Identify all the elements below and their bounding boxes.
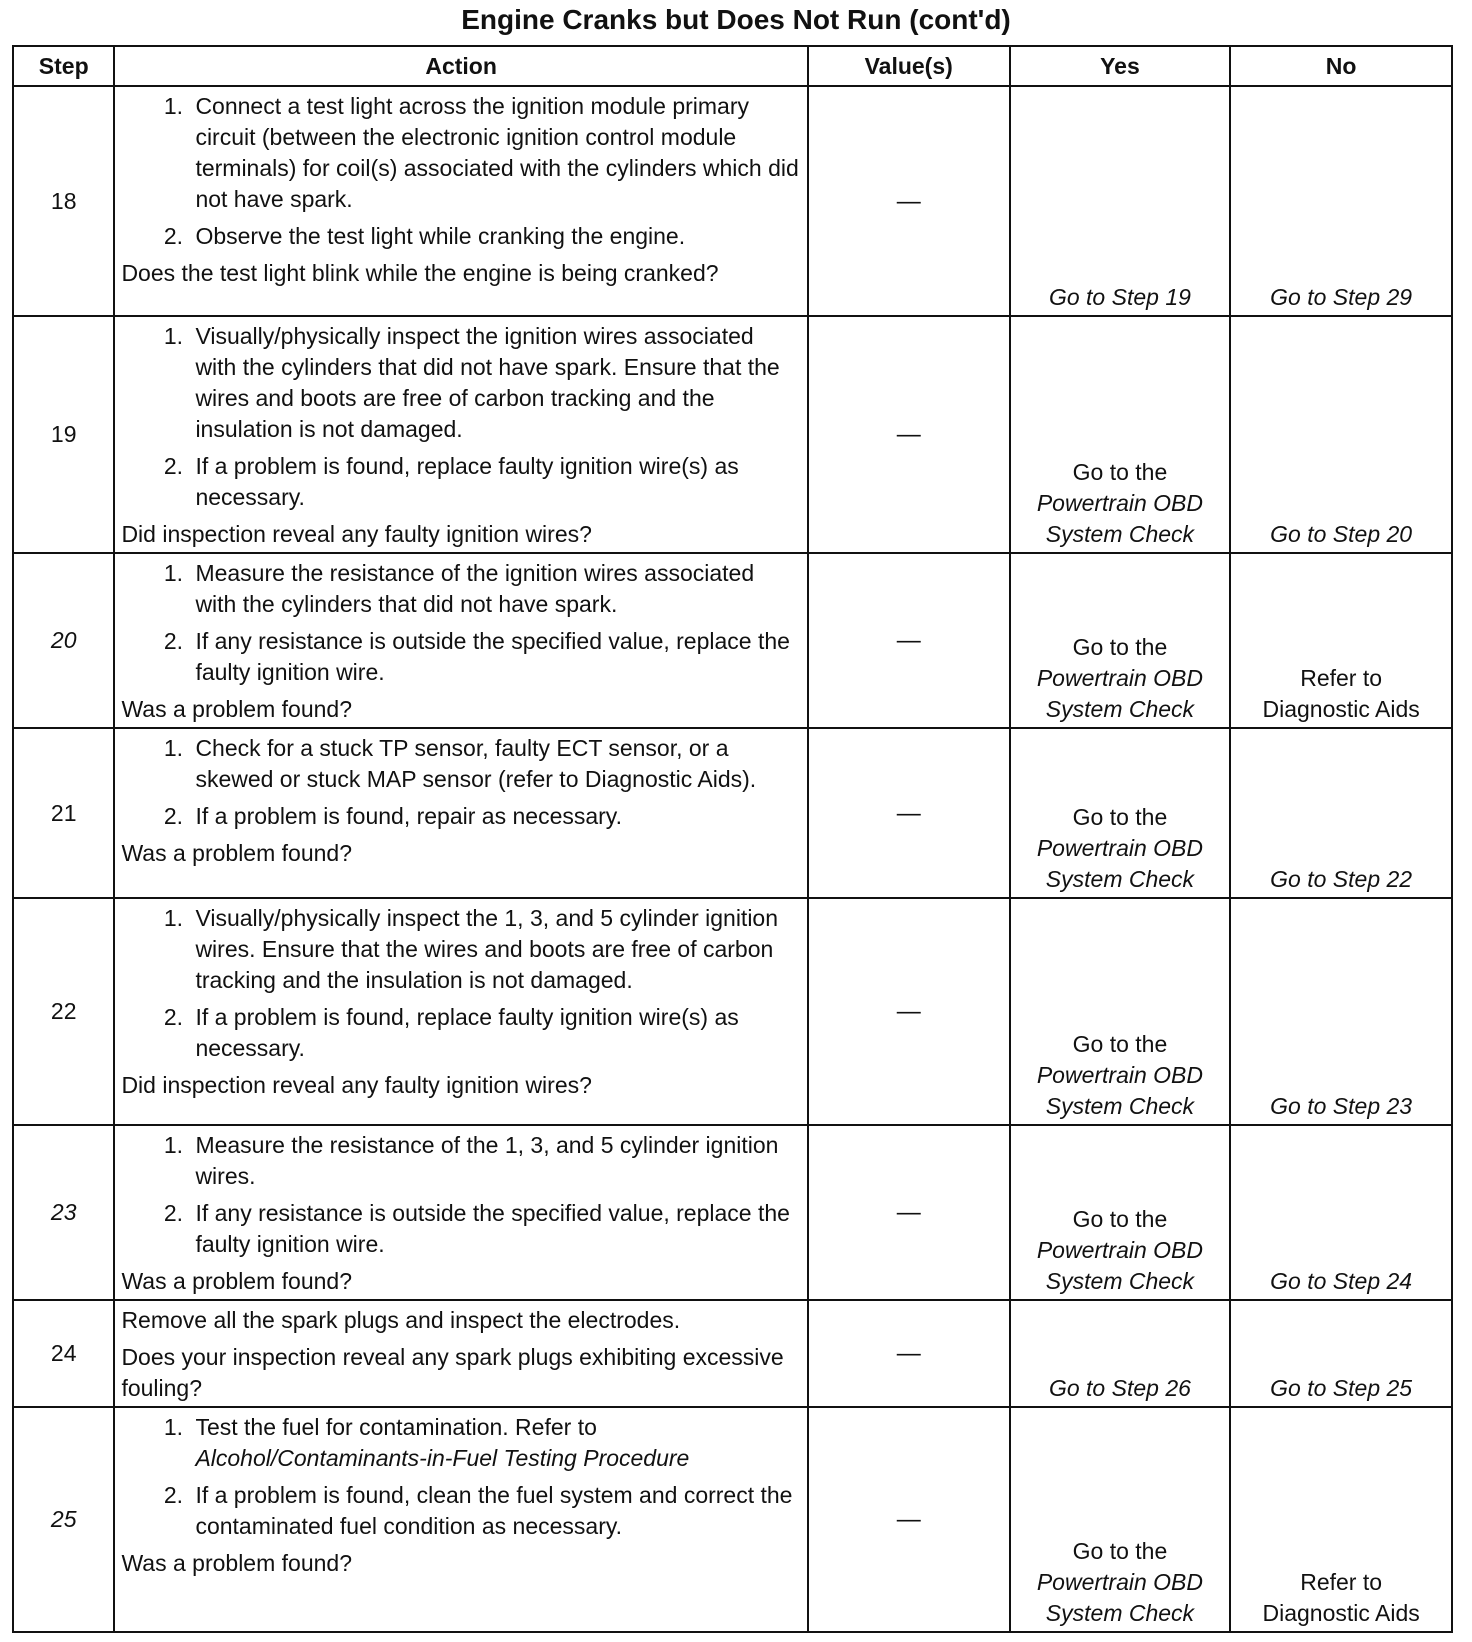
yes-link: System Check [1045, 1093, 1195, 1119]
no-cell [1230, 1125, 1452, 1300]
action-cell [114, 1407, 807, 1632]
yes-link: Powertrain OBD [1036, 665, 1204, 691]
yes-cell [1010, 86, 1231, 316]
action-item: 1. Visually/physically inspect the ignition wires associated with the cylinders that did not have spark. Ensure that the wires and boots are free of carbon tracking and the insulation is not damaged. [189, 321, 798, 445]
step-number: 24 [13, 1300, 114, 1407]
table-row [13, 1125, 1452, 1300]
action-item: 1. Check for a stuck TP sensor, faulty ECT sensor, or a skewed or stuck MAP sensor (refer to Diagnostic Aids). [189, 733, 798, 795]
procedure-reference: Alcohol/Contaminants-in-Fuel Testing Procedure [195, 1445, 690, 1471]
yes-link: Go to Step 19 [1048, 284, 1191, 310]
yes-link: System Check [1045, 1268, 1195, 1294]
yes-link: Powertrain OBD [1036, 1237, 1204, 1263]
yes-link: Powertrain OBD [1036, 835, 1204, 861]
no-link: Go to Step 20 [1270, 521, 1413, 547]
yes-link: Go to Step 26 [1048, 1375, 1191, 1401]
table-row [13, 553, 1452, 728]
action-question: Was a problem found? [121, 696, 352, 722]
action-cell [114, 728, 807, 898]
yes-text: Go to the [1072, 459, 1168, 485]
step-number: 25 [13, 1407, 114, 1632]
no-cell [1230, 728, 1452, 898]
action-item: 1. Measure the resistance of the 1, 3, and 5 cylinder ignition wires. [189, 1130, 798, 1192]
step-number: 20 [13, 553, 114, 728]
header-action: Action [114, 46, 807, 86]
action-cell [114, 1300, 807, 1407]
no-cell [1230, 1407, 1452, 1632]
no-text: Diagnostic Aids [1262, 1600, 1420, 1626]
yes-link: Powertrain OBD [1036, 490, 1204, 516]
yes-cell [1010, 316, 1231, 553]
page-title: Engine Cranks but Does Not Run (cont'd) [461, 4, 1011, 35]
action-item: 2. If any resistance is outside the specified value, replace the faulty ignition wire. [189, 626, 798, 688]
action-item: 1. Connect a test light across the ignition module primary circuit (between the electronic ignition control module terminals) for coil(s) associated with the cylinders which did not have spark. [189, 91, 798, 215]
table-row [13, 316, 1452, 553]
yes-link: System Check [1045, 866, 1195, 892]
no-link: Go to Step 23 [1270, 1093, 1413, 1119]
no-text: Diagnostic Aids [1262, 696, 1420, 722]
value-cell: — [808, 553, 1010, 728]
step-number: 22 [13, 898, 114, 1125]
table-row [13, 1300, 1452, 1407]
action-item: 1. Visually/physically inspect the 1, 3, and 5 cylinder ignition wires. Ensure that the wires and boots are free of carbon tracking and the insulation is not damaged. [189, 903, 798, 996]
yes-cell [1010, 553, 1231, 728]
action-item: 2. If any resistance is outside the specified value, replace the faulty ignition wire. [189, 1198, 798, 1260]
no-link: Go to Step 24 [1270, 1268, 1413, 1294]
no-cell [1230, 316, 1452, 553]
yes-cell [1010, 898, 1231, 1125]
action-question: Was a problem found? [121, 1550, 352, 1576]
header-step: Step [13, 46, 114, 86]
value-cell: — [808, 86, 1010, 316]
action-cell [114, 898, 807, 1125]
yes-cell [1010, 1407, 1231, 1632]
no-cell [1230, 553, 1452, 728]
action-list [121, 1130, 798, 1260]
yes-cell [1010, 728, 1231, 898]
action-item [189, 1412, 798, 1474]
value-cell: — [808, 898, 1010, 1125]
action-item-text: Test the fuel for contamination. Refer to [195, 1414, 597, 1440]
action-list [121, 1412, 798, 1542]
yes-text: Go to the [1072, 634, 1168, 660]
action-question: Was a problem found? [121, 1268, 352, 1294]
value-cell: — [808, 316, 1010, 553]
yes-text: Go to the [1072, 1031, 1168, 1057]
action-text: Remove all the spark plugs and inspect the electrodes. [121, 1307, 681, 1333]
yes-link: System Check [1045, 521, 1195, 547]
action-list [121, 91, 798, 252]
action-item: 2. Observe the test light while cranking the engine. [189, 221, 798, 252]
action-list [121, 321, 798, 513]
value-cell: — [808, 1407, 1010, 1632]
action-item: 1. Measure the resistance of the ignition wires associated with the cylinders that did not have spark. [189, 558, 798, 620]
action-list [121, 733, 798, 832]
action-cell [114, 553, 807, 728]
table-row [13, 1407, 1452, 1632]
value-cell: — [808, 1300, 1010, 1407]
no-link: Go to Step 25 [1270, 1375, 1413, 1401]
diagnostic-table-container [12, 45, 1453, 1633]
header-no: No [1230, 46, 1452, 86]
action-cell [114, 316, 807, 553]
action-cell [114, 86, 807, 316]
action-cell [114, 1125, 807, 1300]
action-item: 2. If a problem is found, replace faulty ignition wire(s) as necessary. [189, 451, 798, 513]
yes-link: Powertrain OBD [1036, 1569, 1204, 1595]
step-number: 21 [13, 728, 114, 898]
step-number: 18 [13, 86, 114, 316]
diagnostic-table [12, 45, 1453, 1633]
no-text: Refer to [1300, 1569, 1383, 1595]
header-yes: Yes [1010, 46, 1231, 86]
action-question: Did inspection reveal any faulty ignition wires? [121, 521, 592, 547]
action-question: Did inspection reveal any faulty ignition wires? [121, 1072, 592, 1098]
action-list [121, 903, 798, 1064]
no-cell [1230, 898, 1452, 1125]
action-question: Does the test light blink while the engine is being cranked? [121, 260, 719, 286]
no-text: Refer to [1300, 665, 1383, 691]
table-header-row [13, 46, 1452, 86]
value-cell: — [808, 728, 1010, 898]
action-item: 2. If a problem is found, replace faulty ignition wire(s) as necessary. [189, 1002, 798, 1064]
value-cell: — [808, 1125, 1010, 1300]
no-link: Go to Step 22 [1270, 866, 1413, 892]
yes-link: System Check [1045, 696, 1195, 722]
no-cell [1230, 86, 1452, 316]
yes-text: Go to the [1072, 804, 1168, 830]
no-cell [1230, 1300, 1452, 1407]
yes-link: Powertrain OBD [1036, 1062, 1204, 1088]
step-number: 23 [13, 1125, 114, 1300]
step-number: 19 [13, 316, 114, 553]
yes-text: Go to the [1072, 1206, 1168, 1232]
yes-text: Go to the [1072, 1538, 1168, 1564]
action-item: 2. If a problem is found, clean the fuel system and correct the contaminated fuel condition as necessary. [189, 1480, 798, 1542]
table-row [13, 728, 1452, 898]
header-values: Value(s) [808, 46, 1010, 86]
yes-cell [1010, 1300, 1231, 1407]
yes-cell [1010, 1125, 1231, 1300]
action-list [121, 558, 798, 688]
action-question: Was a problem found? [121, 840, 352, 866]
action-question: Does your inspection reveal any spark plugs exhibiting excessive fouling? [121, 1344, 784, 1401]
table-row [13, 898, 1452, 1125]
no-link: Go to Step 29 [1270, 284, 1413, 310]
yes-link: System Check [1045, 1600, 1195, 1626]
table-row [13, 86, 1452, 316]
action-item: 2. If a problem is found, repair as necessary. [189, 801, 798, 832]
